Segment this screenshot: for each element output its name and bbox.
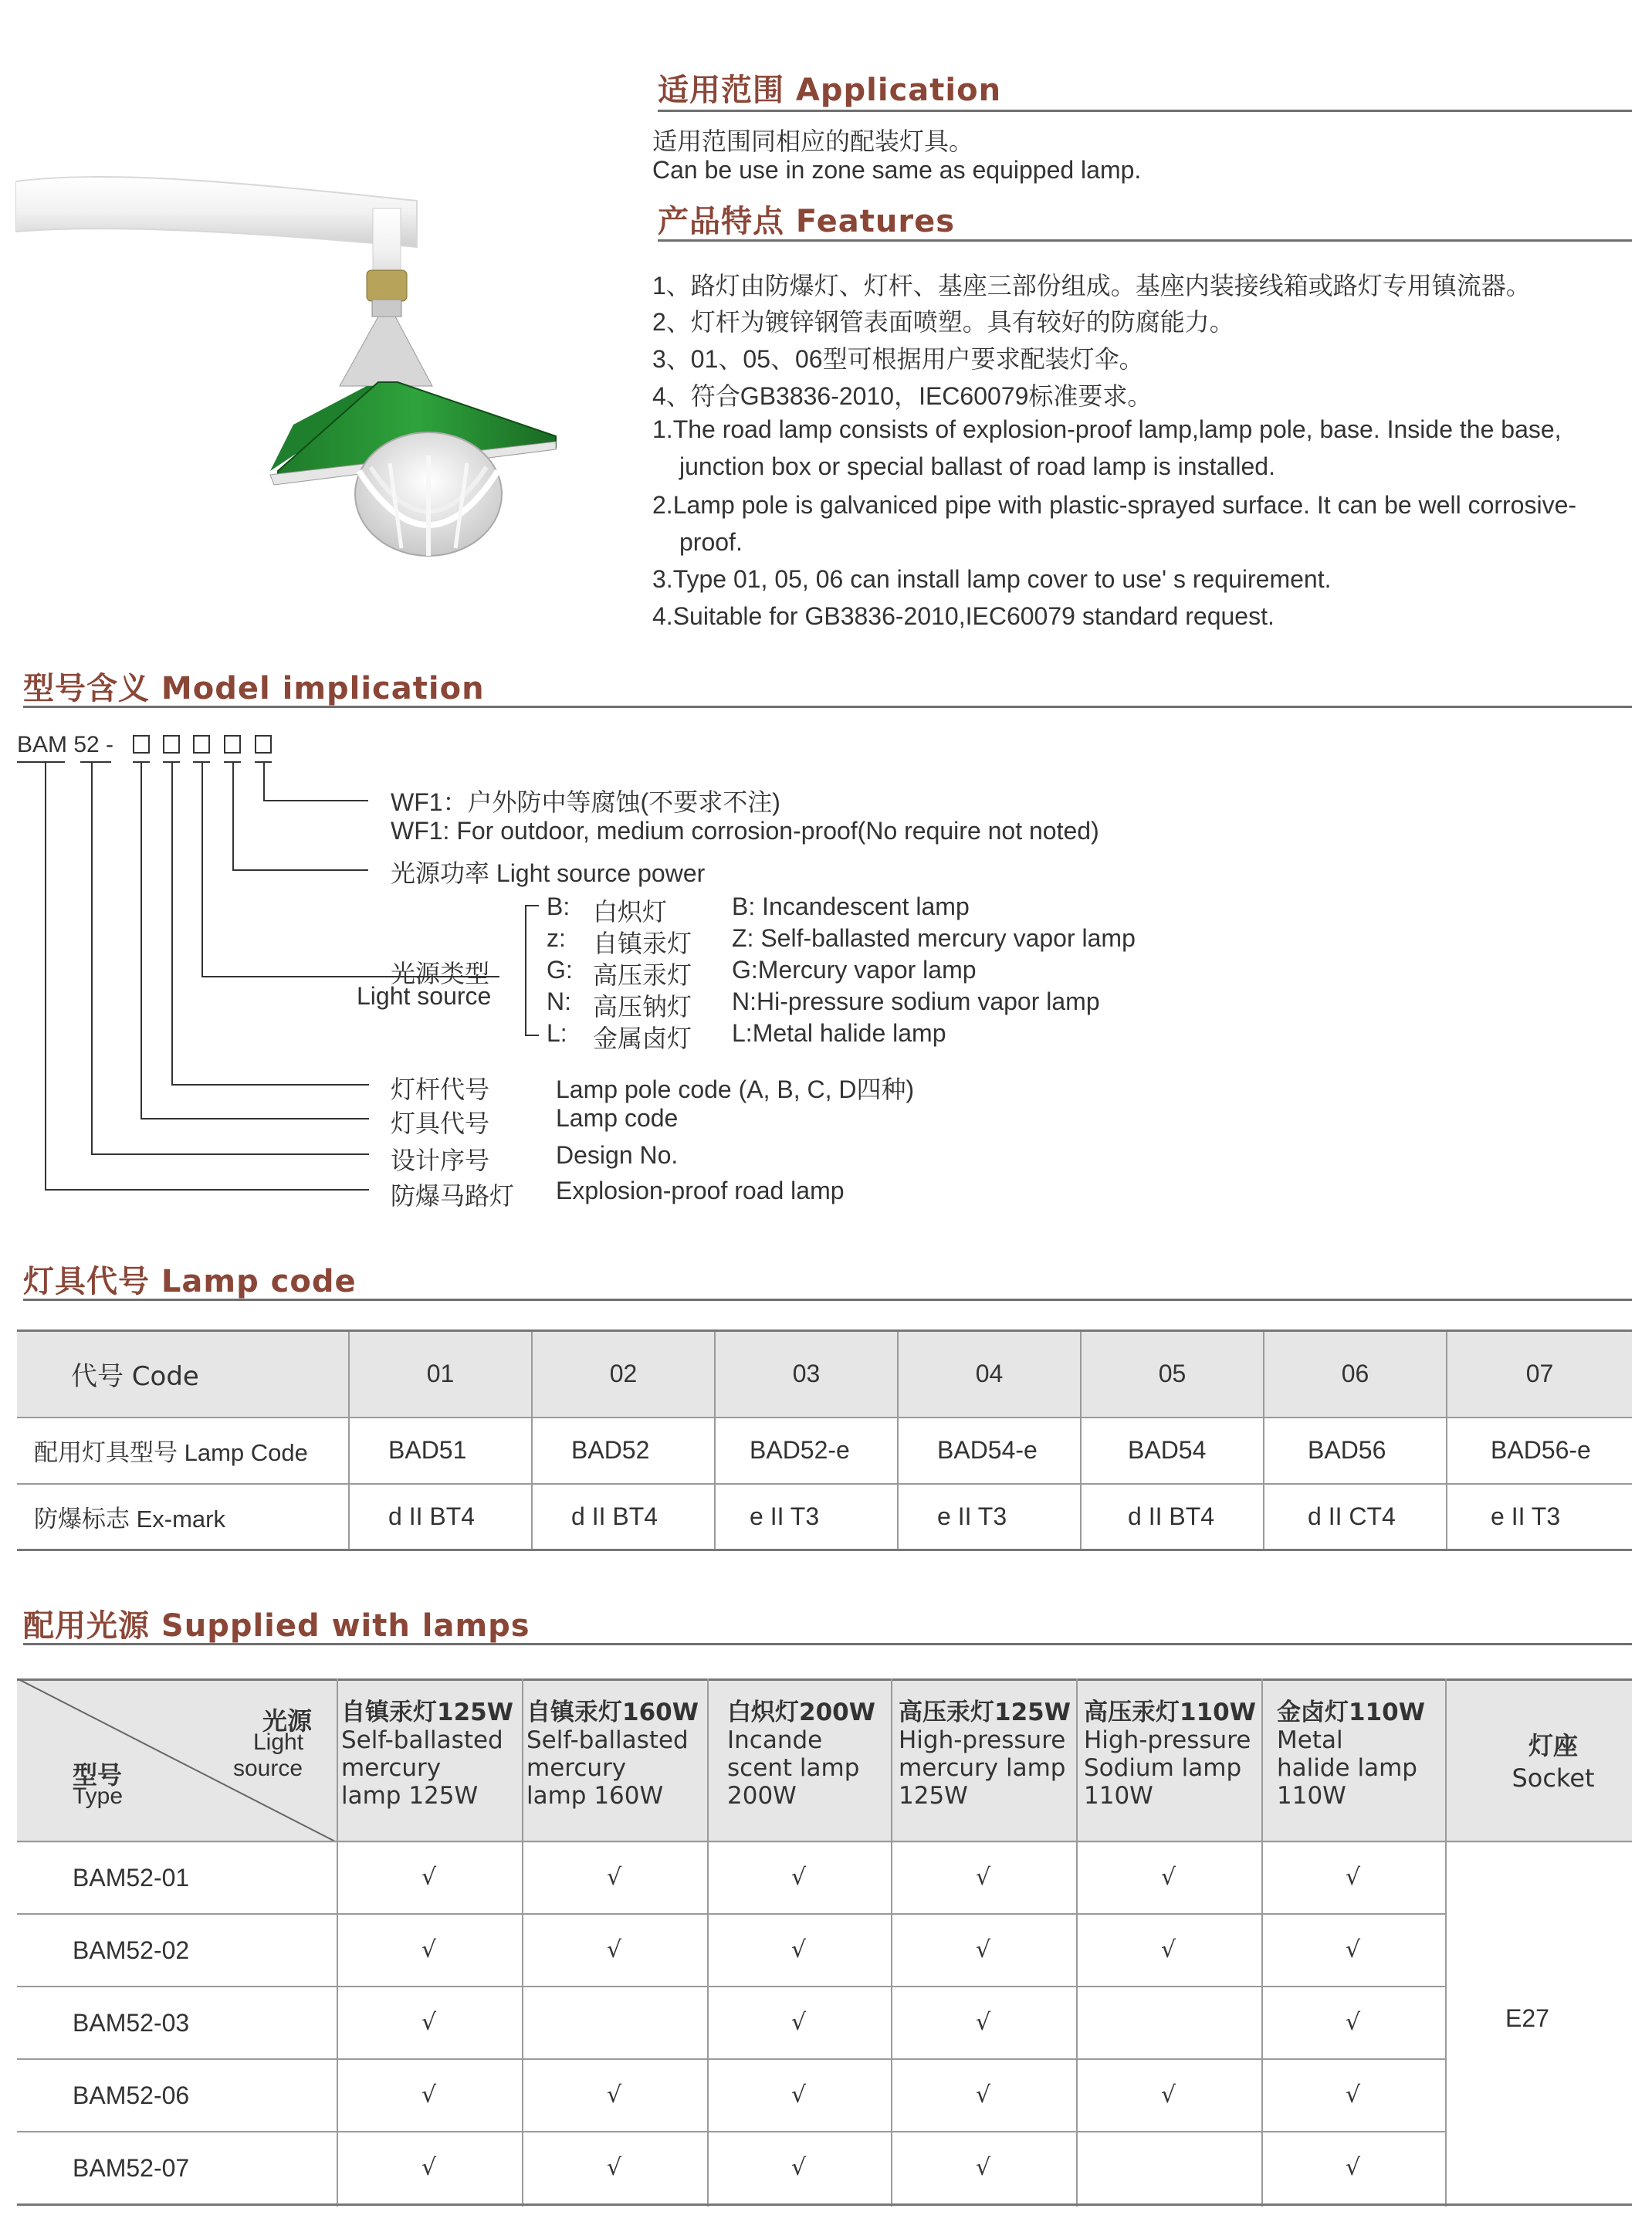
light-source-cn: 光源类型 (391, 960, 490, 987)
column-header-cn: 高压汞灯125W (899, 1699, 1071, 1726)
feature-item: 2、灯杆为镀锌钢管表面喷塑。具有较好的防腐能力。 (652, 308, 1234, 336)
lamp-code-cell: BAD51 (349, 1418, 532, 1484)
source-en: N:Hi-pressure sodium vapor lamp (732, 987, 1100, 1015)
socket-value: E27 (1505, 2004, 1549, 2032)
supplied-rule (23, 1643, 1632, 1645)
socket-header (1491, 1729, 1615, 1794)
column-header-en: lamp 160W (526, 1782, 664, 1810)
lamp-code-row-label: 配用灯具型号 Lamp Code (17, 1418, 349, 1484)
row-type: BAM52-06 (73, 2081, 190, 2109)
column-header-en: 110W (1277, 1782, 1346, 1810)
lamp-code-cell: BAD56 (1264, 1418, 1447, 1484)
lamp-code-cell: d II CT4 (1264, 1484, 1447, 1550)
check-mark: √ (1346, 2009, 1361, 2036)
check-mark: √ (791, 1936, 807, 1963)
check-mark: √ (607, 2081, 622, 2109)
check-mark: √ (607, 1936, 622, 1963)
code-box (163, 735, 180, 754)
check-mark: √ (607, 2154, 622, 2181)
check-mark: √ (1346, 1864, 1361, 1891)
check-mark: √ (1161, 2081, 1176, 2109)
lamp-code-header-row (17, 1331, 1632, 1418)
check-mark: √ (421, 2009, 437, 2036)
column-header (1084, 1699, 1256, 1810)
lamp-code-cell: BAD52-e (715, 1418, 898, 1484)
supplied-table (17, 1678, 1632, 2207)
check-mark: √ (976, 1864, 991, 1891)
application-title: 适用范围 Application (658, 73, 1002, 108)
source-letter: z: (547, 924, 566, 952)
source-cn: 高压汞灯 (593, 961, 692, 989)
column-header-en: 200W (727, 1782, 797, 1810)
socket-header-cn: 灯座 (1528, 1731, 1578, 1760)
column-header-en: lamp 125W (341, 1782, 479, 1810)
lamp-code-cell: 02 (532, 1331, 715, 1418)
lamp-code-row (17, 1484, 1632, 1550)
column-header-en: Metal (1277, 1726, 1343, 1754)
feature-item: 1、路灯由防爆灯、灯杆、基座三部份组成。基座内装接线箱或路灯专用镇流器。 (652, 272, 1531, 300)
feature-item: 1.The road lamp consists of explosion-proof lamp,lamp pole, base. Inside the base, (652, 415, 1562, 443)
column-header-en: halide lamp (1277, 1754, 1417, 1782)
column-header-cn: 白炽灯200W (727, 1699, 875, 1726)
source-cn: 金属卤灯 (593, 1025, 692, 1052)
row-type: BAM52-02 (73, 1936, 190, 1964)
lamp-code-table (17, 1330, 1632, 1551)
lamp-code-title: 灯具代号 Lamp code (23, 1264, 357, 1299)
source-cn: 高压钠灯 (593, 993, 692, 1021)
application-line-en: Can be use in zone same as equipped lamp. (652, 156, 1142, 184)
check-mark: √ (421, 2081, 437, 2109)
lamp-code-cell: 04 (898, 1331, 1081, 1418)
feature-item: 2.Lamp pole is galvaniced pipe with plastic-sprayed surface. It can be well corrosive- (652, 491, 1577, 519)
column-header-cn: 自镇汞灯125W (341, 1699, 513, 1726)
check-mark: √ (1346, 1936, 1361, 1963)
source-cn: 自镇汞灯 (593, 930, 692, 957)
lamp-code-cell: d II BT4 (1081, 1484, 1264, 1550)
feature-item: proof. (679, 528, 743, 556)
model-title: 型号含义 Model implication (23, 671, 485, 706)
column-header (1277, 1699, 1425, 1810)
lamp-illustration (15, 162, 571, 564)
feature-item: 4、符合GB3836-2010，IEC60079标准要求。 (652, 382, 1153, 410)
column-header-cn: 高压汞灯110W (1084, 1699, 1256, 1726)
check-mark: √ (1346, 2081, 1361, 2109)
source-en: L:Metal halide lamp (732, 1019, 946, 1047)
lamp-code-header-label: 代号 Code (17, 1331, 349, 1418)
column-header (341, 1699, 513, 1810)
code-box (133, 735, 150, 754)
lamp-code-row-label: 防爆标志 Ex-mark (17, 1484, 349, 1550)
column-header (727, 1699, 875, 1810)
source-en: Z: Self-ballasted mercury vapor lamp (732, 924, 1136, 952)
row-type: BAM52-01 (73, 1864, 190, 1892)
column-header (526, 1699, 699, 1810)
wf1-en: WF1: For outdoor, medium corrosion-proof(No require not noted) (391, 817, 1099, 845)
column-header-en: mercury lamp (899, 1754, 1066, 1782)
lamp-code-cell: BAD54 (1081, 1418, 1264, 1484)
code-en: Lamp code (556, 1104, 679, 1132)
lamp-code-row (17, 1418, 1632, 1484)
source-cn: 白炽灯 (593, 898, 668, 926)
lamp-code-cell: e II T3 (1491, 1502, 1561, 1530)
check-mark: √ (791, 2009, 807, 2036)
lamp-code-cell: d II BT4 (349, 1484, 532, 1550)
features-title: 产品特点 Features (658, 204, 956, 239)
check-mark: √ (421, 2154, 437, 2181)
application-rule (658, 110, 1632, 112)
check-mark: √ (1161, 1936, 1176, 1963)
lamp-code-cell: d II BT4 (532, 1484, 715, 1550)
column-header-en: High-pressure (1084, 1726, 1251, 1754)
code-cn: 设计序号 (391, 1147, 490, 1174)
row-type: BAM52-03 (73, 2009, 190, 2037)
lamp-code-cell: BAD56-e (1491, 1436, 1591, 1464)
check-mark: √ (421, 1864, 437, 1891)
corner-bottom-cn: 型号 (73, 1761, 123, 1789)
source-letter: B: (547, 893, 570, 920)
column-header-en: mercury (526, 1754, 627, 1782)
check-mark: √ (976, 2154, 991, 2181)
column-header-en: 125W (899, 1782, 968, 1810)
feature-item: 3、01、05、06型可根据用户要求配装灯伞。 (652, 345, 1144, 373)
code-box (224, 735, 241, 754)
light-source-en: Light source (357, 982, 492, 1010)
row-type: BAM52-07 (73, 2154, 190, 2182)
column-header (899, 1699, 1071, 1810)
code-box (193, 735, 210, 754)
source-letter: G: (547, 956, 573, 984)
lamp-code-rule (23, 1299, 1632, 1301)
column-header-cn: 金卤灯110W (1277, 1699, 1425, 1726)
lamp-code-cell: 06 (1264, 1331, 1447, 1418)
column-header-en: mercury (341, 1754, 442, 1782)
code-cn: 灯杆代号 (391, 1075, 490, 1103)
column-header-cn: 自镇汞灯160W (526, 1699, 699, 1726)
corner-top-en2: source (233, 1756, 303, 1781)
check-mark: √ (791, 2081, 807, 2109)
features-rule (658, 239, 1632, 242)
code-en: Design No. (556, 1141, 679, 1169)
column-header-en: Incande (727, 1726, 823, 1754)
check-mark: √ (791, 2154, 807, 2181)
check-mark: √ (976, 1936, 991, 1963)
code-cn: 灯具代号 (391, 1109, 490, 1137)
supplied-title: 配用光源 Supplied with lamps (23, 1608, 530, 1644)
lamp-code-cell: BAD52 (532, 1418, 715, 1484)
model-code-prefix: BAM 52 - (17, 732, 114, 757)
check-mark: √ (421, 1936, 437, 1963)
code-box (255, 735, 272, 754)
source-letter: L: (547, 1019, 567, 1047)
feature-item: 3.Type 01, 05, 06 can install lamp cover to use' s requirement. (652, 565, 1332, 593)
light-source-power: 光源功率 Light source power (391, 859, 706, 887)
lamp-code-cell: e II T3 (898, 1484, 1081, 1550)
check-mark: √ (1346, 2154, 1361, 2181)
lamp-code-cell: 07 (1525, 1360, 1554, 1388)
source-en: B: Incandescent lamp (732, 893, 970, 920)
check-mark: √ (976, 2081, 991, 2109)
column-header-en: High-pressure (899, 1726, 1066, 1754)
source-en: G:Mercury vapor lamp (732, 956, 977, 984)
feature-item: junction box or special ballast of road lamp is installed. (679, 452, 1275, 480)
column-header-en: Sodium lamp (1084, 1754, 1242, 1782)
column-header-en: scent lamp (727, 1754, 860, 1782)
feature-item: 4.Suitable for GB3836-2010,IEC60079 standard request. (652, 602, 1275, 630)
column-header-en: 110W (1084, 1782, 1153, 1810)
socket-header-en: Socket (1512, 1763, 1595, 1793)
code-en: Explosion-proof road lamp (556, 1177, 845, 1204)
lamp-code-cell: 01 (349, 1331, 532, 1418)
lamp-code-cell: 03 (715, 1331, 898, 1418)
lamp-code-cell: e II T3 (715, 1484, 898, 1550)
column-header-en: Self-ballasted (341, 1726, 503, 1754)
column-header-en: Self-ballasted (526, 1726, 689, 1754)
lamp-code-cell: BAD54-e (898, 1418, 1081, 1484)
check-mark: √ (1161, 1864, 1176, 1891)
application-line-cn: 适用范围同相应的配装灯具。 (652, 127, 974, 155)
code-cn: 防爆马路灯 (391, 1182, 515, 1210)
source-letter: N: (547, 987, 571, 1015)
check-mark: √ (791, 1864, 807, 1891)
corner-bottom-en: Type (73, 1783, 124, 1809)
corner-top-cn: 光源 (262, 1707, 313, 1735)
check-mark: √ (607, 1864, 622, 1891)
code-en: Lamp pole code (A, B, C, D四种) (556, 1075, 915, 1103)
check-mark: √ (976, 2009, 991, 2036)
corner-top-en1: Light (253, 1729, 304, 1755)
wf1-cn: WF1：户外防中等腐蚀(不要求不注) (391, 788, 780, 816)
lamp-code-cell: 05 (1081, 1331, 1264, 1418)
model-rule (23, 706, 1632, 708)
